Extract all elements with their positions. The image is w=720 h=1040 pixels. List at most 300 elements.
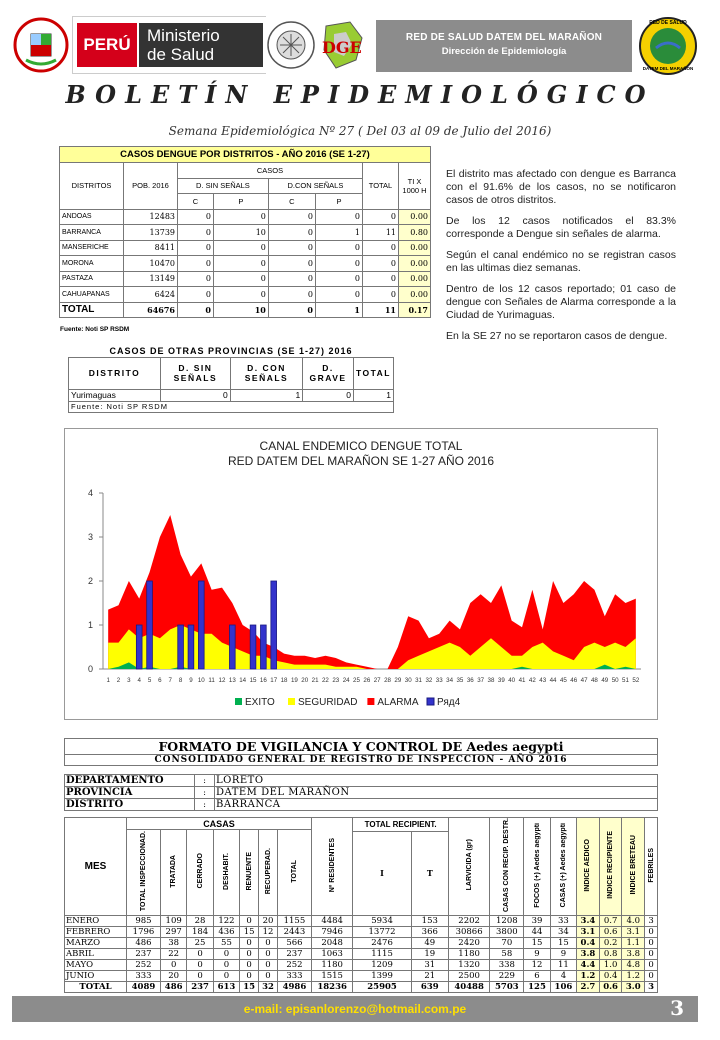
- table2-row-dsin: 0: [161, 389, 231, 401]
- aedes-head-casas-label: CERRADO: [196, 853, 204, 889]
- x-tick-label: 10: [197, 677, 205, 684]
- aedes-cell: 486: [160, 982, 186, 993]
- red-datem-logo: [638, 16, 698, 74]
- peru-label: PERÚ: [77, 23, 137, 67]
- x-tick-label: 40: [508, 677, 516, 684]
- table1-cell-t: 0: [363, 256, 399, 272]
- aedes-cell: 6: [524, 971, 550, 982]
- aedes-month-row: [65, 916, 658, 927]
- aedes-cell: 237: [187, 982, 213, 993]
- peru-ministerio-de-salud-logo: [72, 16, 268, 74]
- table1-total-ti: 0.17: [399, 302, 431, 318]
- x-tick-label: 28: [384, 677, 391, 684]
- aedes-cell: 0: [240, 960, 259, 971]
- aedes-cell: 31: [411, 960, 448, 971]
- aedes-cell: 1.2: [622, 971, 645, 982]
- table1-cell-p1: 0: [213, 240, 268, 256]
- table1-cell-pob: 12483: [124, 209, 178, 225]
- aedes-info-v: LORETO: [215, 775, 658, 787]
- x-tick-label: 2: [116, 677, 121, 684]
- table1-total-p1: 10: [213, 302, 268, 318]
- aedes-head-casas-col: [240, 830, 259, 916]
- dge-logo: [316, 16, 370, 74]
- x-tick-label: 22: [321, 677, 329, 684]
- aedes-cell: 55: [213, 938, 239, 949]
- table1-cell-p2: 0: [315, 287, 362, 303]
- aedes-cell: 3800: [490, 927, 524, 938]
- table1-total-t: 11: [363, 302, 399, 318]
- aedes-cell: 20: [259, 916, 278, 927]
- summary-para-4: Dentro de los 12 casos reportado; 01 caso de dengue con Señales de Alarma corresponde a la Ciudad de Yurimaguas.: [446, 283, 676, 321]
- aedes-cell: 252: [127, 960, 161, 971]
- aedes-info-row: [65, 799, 658, 811]
- aedes-cell: 0.4: [599, 971, 622, 982]
- x-tick-label: 24: [342, 677, 350, 684]
- renace-logo: [266, 16, 316, 74]
- aedes-cell: 18236: [311, 982, 352, 993]
- table1-cell-ti: 0.00: [399, 287, 431, 303]
- table1-cell-c1: 0: [178, 271, 214, 287]
- legend-label: SEGURIDAD: [298, 697, 358, 708]
- aedes-head-casas-label: TRATADA: [170, 854, 178, 888]
- aedes-cell: 0: [213, 960, 239, 971]
- x-tick-label: 42: [528, 677, 536, 684]
- aedes-cell: 9: [524, 949, 550, 960]
- aedes-info-v: BARRANCA: [215, 799, 658, 811]
- x-tick-label: 31: [415, 677, 423, 684]
- ministerio-label: [139, 23, 263, 67]
- table1-cell-ti: 0.80: [399, 225, 431, 241]
- aedes-cell: MARZO: [65, 938, 127, 949]
- red-datem-logo-top: RED DE SALUD: [649, 20, 687, 26]
- aedes-head-i: I: [353, 831, 411, 915]
- bar-series-4: [178, 625, 184, 669]
- table1-row: [60, 225, 431, 241]
- x-tick-label: 12: [218, 677, 226, 684]
- table1-total-pob: 64676: [124, 302, 178, 318]
- x-tick-label: 51: [622, 677, 629, 684]
- aedes-head-casas-label: TOTAL INSPECCIONAD.: [139, 830, 147, 912]
- legend-label: EXITO: [245, 697, 275, 708]
- aedes-cell: 0: [259, 971, 278, 982]
- table1-head-c2: C: [268, 194, 315, 210]
- aedes-info-table: [64, 774, 658, 811]
- table1-cell-pob: 13149: [124, 271, 178, 287]
- aedes-cell: 1796: [127, 927, 161, 938]
- aedes-head-col-label: INDICE RECIPIENTE: [607, 831, 615, 899]
- aedes-cell: 0: [240, 938, 259, 949]
- table1-cell-ti: 0.00: [399, 256, 431, 272]
- aedes-head-casas-col: [213, 830, 239, 916]
- table1-cell-d: BARRANCA: [60, 225, 124, 241]
- aedes-head-casas-col: [187, 830, 213, 916]
- x-tick-label: 30: [404, 677, 412, 684]
- y-tick-label: 0: [87, 664, 93, 674]
- ministerio-line1: Ministerio: [147, 26, 220, 45]
- aedes-head-casas-col: [160, 830, 186, 916]
- aedes-cell: 4: [550, 971, 576, 982]
- aedes-cell: 4.8: [622, 960, 645, 971]
- aedes-cell: FEBRERO: [65, 927, 127, 938]
- table1-cell-c2: 0: [268, 240, 315, 256]
- aedes-cell: 25905: [353, 982, 411, 993]
- bar-series-4: [136, 625, 142, 669]
- x-tick-label: 39: [497, 677, 505, 684]
- aedes-cell: 15: [240, 927, 259, 938]
- aedes-total-row: [65, 982, 658, 993]
- aedes-cell: 237: [277, 949, 311, 960]
- aedes-cell: 0: [240, 949, 259, 960]
- aedes-cell: 1180: [311, 960, 352, 971]
- aedes-cell: 1180: [448, 949, 489, 960]
- x-tick-label: 29: [394, 677, 402, 684]
- aedes-cell: 0: [240, 916, 259, 927]
- table2-head-district: DISTRITO: [69, 357, 161, 389]
- y-tick-label: 1: [87, 620, 93, 630]
- table2-row-district: Yurimaguas: [69, 389, 161, 401]
- aedes-head-col-label: CASAS CON RECIP. DESTR.: [503, 818, 511, 912]
- chart-svg: [65, 429, 657, 719]
- table1-cell-p1: 0: [213, 271, 268, 287]
- table1-cell-t: 0: [363, 271, 399, 287]
- aedes-consolidated-table: [64, 817, 658, 993]
- table1-cell-p1: 0: [213, 287, 268, 303]
- table2-source: Fuente: Noti SP RSDM: [69, 401, 394, 412]
- aedes-cell: 0: [160, 960, 186, 971]
- aedes-head-col-label: INDICE AEDICO: [584, 838, 592, 892]
- legend-label: Ряд4: [437, 697, 461, 708]
- x-tick-label: 44: [549, 677, 557, 684]
- table1-total-p2: 1: [315, 302, 362, 318]
- x-tick-label: 4: [137, 677, 141, 684]
- aedes-cell: 122: [213, 916, 239, 927]
- table1-cell-t: 0: [363, 209, 399, 225]
- endemic-channel-chart: [64, 428, 658, 720]
- aedes-title: FORMATO DE VIGILANCIA Y CONTROL DE Aedes aegypti: [65, 739, 658, 755]
- aedes-cell: 0.6: [599, 982, 622, 993]
- aedes-head-casas-label: RECUPERAD.: [264, 847, 272, 895]
- aedes-cell: 985: [127, 916, 161, 927]
- chart-title: CANAL ENDEMICO DENGUE TOTAL: [259, 439, 463, 453]
- table1-total-c1: 0: [178, 302, 214, 318]
- aedes-cell: 0: [259, 960, 278, 971]
- table1-cell-d: MANSERICHE: [60, 240, 124, 256]
- aedes-cell: 39: [524, 916, 550, 927]
- aedes-head-casas-label: RENUENTE: [245, 851, 253, 891]
- aedes-cell: 4.4: [577, 960, 600, 971]
- x-tick-label: 23: [332, 677, 340, 684]
- aedes-month-row: [65, 971, 658, 982]
- aedes-cell: 38: [160, 938, 186, 949]
- summary-para-3: Según el canal endémico no se registran casos en las ultimas diez semanas.: [446, 249, 676, 274]
- aedes-cell: 333: [127, 971, 161, 982]
- aedes-cell: 0: [259, 949, 278, 960]
- aedes-cell: 237: [127, 949, 161, 960]
- aedes-head-total-recip: TOTAL RECIPIENT.: [353, 818, 449, 832]
- aedes-cell: 15: [240, 982, 259, 993]
- aedes-cell: 20: [160, 971, 186, 982]
- table1-total-c2: 0: [268, 302, 315, 318]
- aedes-head-col-label: LARVICIDA (gr): [465, 839, 473, 891]
- aedes-cell: 0.4: [577, 938, 600, 949]
- aedes-head-casas-col: [259, 830, 278, 916]
- table1-head-dsin: D. SIN SEÑALS: [178, 178, 269, 194]
- summary-para-1: El distrito mas afectado con dengue es Barranca con el 91.6% de los casos, no se notificaron casos de otros distritos.: [446, 168, 676, 206]
- aedes-cell: 1208: [490, 916, 524, 927]
- aedes-info-sep: :: [195, 787, 215, 799]
- table1-row: [60, 271, 431, 287]
- page-footer: [12, 996, 698, 1022]
- x-tick-label: 49: [601, 677, 609, 684]
- table1-head-c1: C: [178, 194, 214, 210]
- table1-cell-c2: 0: [268, 256, 315, 272]
- dengue-by-district-table: [59, 146, 431, 318]
- aedes-head-casas-col: [127, 830, 161, 916]
- aedes-cell: 1209: [353, 960, 411, 971]
- aedes-cell: 0: [645, 927, 658, 938]
- table1-head-total: TOTAL: [363, 163, 399, 210]
- aedes-cell: 1515: [311, 971, 352, 982]
- aedes-head-col: [448, 818, 489, 916]
- aedes-cell: 0.8: [599, 949, 622, 960]
- table1-cell-p1: 0: [213, 209, 268, 225]
- aedes-cell: 5703: [490, 982, 524, 993]
- x-tick-label: 26: [363, 677, 371, 684]
- table2-row-dgrave: 0: [303, 389, 354, 401]
- aedes-head-col: [524, 818, 550, 916]
- aedes-cell: 229: [490, 971, 524, 982]
- red-datem-logo-bottom: DATEM DEL MARAÑON: [642, 66, 694, 71]
- table1-cell-p1: 10: [213, 225, 268, 241]
- aedes-cell: 0.6: [599, 927, 622, 938]
- aedes-cell: ENERO: [65, 916, 127, 927]
- aedes-cell: 1.2: [577, 971, 600, 982]
- aedes-cell: 1320: [448, 960, 489, 971]
- aedes-cell: 0.7: [599, 916, 622, 927]
- aedes-cell: 2202: [448, 916, 489, 927]
- table1-head-district: DISTRITOS: [60, 163, 124, 210]
- aedes-cell: 4484: [311, 916, 352, 927]
- table2-head-dsin: D. SIN SEÑALS: [161, 357, 231, 389]
- aedes-cell: 30866: [448, 927, 489, 938]
- aedes-cell: 28: [187, 916, 213, 927]
- aedes-cell: 0: [645, 949, 658, 960]
- aedes-cell: 366: [411, 927, 448, 938]
- x-tick-label: 25: [353, 677, 360, 684]
- aedes-cell: 0: [645, 960, 658, 971]
- aedes-head-mes: MES: [65, 818, 127, 916]
- aedes-info-v: DATEM DEL MARAÑON: [215, 787, 658, 799]
- aedes-cell: 125: [524, 982, 550, 993]
- aedes-month-row: [65, 938, 658, 949]
- aedes-cell: 0.2: [599, 938, 622, 949]
- table1-cell-p2: 0: [315, 256, 362, 272]
- y-tick-label: 4: [87, 488, 93, 498]
- aedes-cell: 2476: [353, 938, 411, 949]
- x-tick-label: 45: [559, 677, 567, 684]
- bar-series-4: [271, 581, 277, 669]
- x-tick-label: 3: [127, 677, 131, 684]
- aedes-cell: 0: [240, 971, 259, 982]
- aedes-cell: 333: [277, 971, 311, 982]
- aedes-head-casas-col: [277, 830, 311, 916]
- x-tick-label: 1: [106, 677, 110, 684]
- legend-swatch: [235, 698, 242, 705]
- other-provinces-table: [68, 346, 394, 413]
- aedes-cell: 3.1: [622, 927, 645, 938]
- aedes-cell: 252: [277, 960, 311, 971]
- aedes-info-k: DISTRITO: [65, 799, 195, 811]
- x-tick-label: 8: [178, 677, 183, 684]
- x-tick-label: 43: [539, 677, 547, 684]
- aedes-head-col: [622, 818, 645, 916]
- aedes-head-col-label: Nº RESIDENTES: [328, 837, 336, 893]
- aedes-cell: 11: [550, 960, 576, 971]
- bar-series-4: [147, 581, 153, 669]
- aedes-cell: 4.0: [622, 916, 645, 927]
- x-tick-label: 5: [147, 677, 152, 684]
- aedes-cell: 0: [187, 960, 213, 971]
- aedes-month-row: [65, 949, 658, 960]
- aedes-cell: ABRIL: [65, 949, 127, 960]
- aedes-cell: 13772: [353, 927, 411, 938]
- aedes-cell: 1.1: [622, 938, 645, 949]
- aedes-cell: 3.4: [577, 916, 600, 927]
- x-tick-label: 33: [435, 677, 443, 684]
- table1-cell-c1: 0: [178, 256, 214, 272]
- aedes-cell: 12: [259, 927, 278, 938]
- bar-series-4: [261, 625, 267, 669]
- y-tick-label: 3: [87, 532, 93, 542]
- table1-head-p1: P: [213, 194, 268, 210]
- table1-cell-d: MORONA: [60, 256, 124, 272]
- x-tick-label: 15: [249, 677, 257, 684]
- table1-head-ti: TI X 1000 H: [399, 163, 431, 210]
- table1-cell-p2: 0: [315, 240, 362, 256]
- x-tick-label: 20: [301, 677, 309, 684]
- aedes-cell: 3: [645, 916, 658, 927]
- aedes-head-col: [311, 818, 352, 916]
- aedes-cell: 153: [411, 916, 448, 927]
- x-tick-label: 41: [518, 677, 526, 684]
- aedes-info-row: [65, 787, 658, 799]
- aedes-cell: 0: [213, 949, 239, 960]
- x-tick-label: 32: [425, 677, 433, 684]
- legend-swatch: [288, 698, 295, 705]
- aedes-cell: MAYO: [65, 960, 127, 971]
- table1-cell-t: 11: [363, 225, 399, 241]
- aedes-cell: 70: [490, 938, 524, 949]
- table1-cell-pob: 8411: [124, 240, 178, 256]
- aedes-cell: 33: [550, 916, 576, 927]
- aedes-head-col-label: INDICE BRETEAU: [629, 835, 637, 895]
- aedes-head-col-label: FEBRILES: [647, 847, 655, 883]
- aedes-head-col: [577, 818, 600, 916]
- aedes-cell: 613: [213, 982, 239, 993]
- ministerio-line2: de Salud: [147, 45, 215, 64]
- aedes-head-casas: CASAS: [127, 818, 312, 830]
- aedes-subtitle: CONSOLIDADO GENERAL DE REGISTRO DE INSPECCION - AÑO 2016: [65, 755, 658, 766]
- aedes-month-row: [65, 927, 658, 938]
- aedes-cell: 297: [160, 927, 186, 938]
- x-tick-label: 36: [466, 677, 474, 684]
- table1-title: CASOS DENGUE POR DISTRITOS - AÑO 2016 (SE 1-27): [60, 147, 431, 163]
- aedes-cell: 22: [160, 949, 186, 960]
- table1-cell-pob: 10470: [124, 256, 178, 272]
- aedes-cell: 486: [127, 938, 161, 949]
- table1-cell-c1: 0: [178, 225, 214, 241]
- aedes-info-row: [65, 775, 658, 787]
- aedes-surveillance-section: [64, 738, 658, 993]
- aedes-cell: 2.7: [577, 982, 600, 993]
- x-tick-label: 14: [239, 677, 247, 684]
- aedes-head-casas-label: TOTAL: [290, 859, 298, 883]
- aedes-head-col-label: FOCOS (+) Aedes aegypti: [533, 822, 541, 908]
- bar-series-4: [250, 625, 256, 669]
- epi-week: Semana Epidemiológica Nº 27 ( Del 03 al 09 de Julio del 2016): [168, 124, 552, 138]
- network-subtitle: Dirección de Epidemiología: [441, 46, 567, 57]
- aedes-cell: 2500: [448, 971, 489, 982]
- aedes-cell: JUNIO: [65, 971, 127, 982]
- x-tick-label: 19: [290, 677, 298, 684]
- table2-title: CASOS DE OTRAS PROVINCIAS (SE 1-27) 2016: [69, 346, 394, 357]
- aedes-head-col: [550, 818, 576, 916]
- aedes-cell: 184: [187, 927, 213, 938]
- x-tick-label: 48: [590, 677, 598, 684]
- aedes-cell: 4089: [127, 982, 161, 993]
- table1-row: [60, 256, 431, 272]
- x-tick-label: 9: [189, 677, 193, 684]
- table1-cell-ti: 0.00: [399, 209, 431, 225]
- x-tick-label: 21: [311, 677, 319, 684]
- table1-cell-ti: 0.00: [399, 271, 431, 287]
- aedes-cell: 0: [645, 971, 658, 982]
- dge-label: DGE: [322, 38, 362, 57]
- table1-row: [60, 287, 431, 303]
- summary-para-5: En la SE 27 no se reportaron casos de dengue.: [446, 330, 668, 342]
- aedes-cell: 9: [550, 949, 576, 960]
- table1-cell-c2: 0: [268, 225, 315, 241]
- aedes-cell: 0: [213, 971, 239, 982]
- table1-cell-c1: 0: [178, 287, 214, 303]
- table1-cell-p2: 0: [315, 271, 362, 287]
- x-tick-label: 50: [611, 677, 619, 684]
- aedes-cell: 1155: [277, 916, 311, 927]
- aedes-cell: 40488: [448, 982, 489, 993]
- x-tick-label: 18: [280, 677, 288, 684]
- y-tick-label: 2: [87, 576, 93, 586]
- table1-head-pob: POB. 2016: [124, 163, 178, 210]
- footer-email: e-mail: episanlorenzo@hotmail.com.pe: [243, 1002, 467, 1016]
- legend-label: ALARMA: [377, 697, 419, 708]
- aedes-cell: 44: [524, 927, 550, 938]
- aedes-cell: 2048: [311, 938, 352, 949]
- aedes-cell: 106: [550, 982, 576, 993]
- aedes-cell: 2420: [448, 938, 489, 949]
- aedes-cell: 2443: [277, 927, 311, 938]
- table1-head-casos: CASOS: [178, 163, 363, 179]
- x-tick-label: 47: [580, 677, 588, 684]
- aedes-cell: 1399: [353, 971, 411, 982]
- table1-cell-d: PASTAZA: [60, 271, 124, 287]
- table1-cell-ti: 0.00: [399, 240, 431, 256]
- table1-cell-c2: 0: [268, 287, 315, 303]
- aedes-info-k: PROVINCIA: [65, 787, 195, 799]
- aedes-cell: 1115: [353, 949, 411, 960]
- aedes-cell: 3.0: [622, 982, 645, 993]
- aedes-cell: 0: [187, 971, 213, 982]
- x-tick-label: 46: [570, 677, 578, 684]
